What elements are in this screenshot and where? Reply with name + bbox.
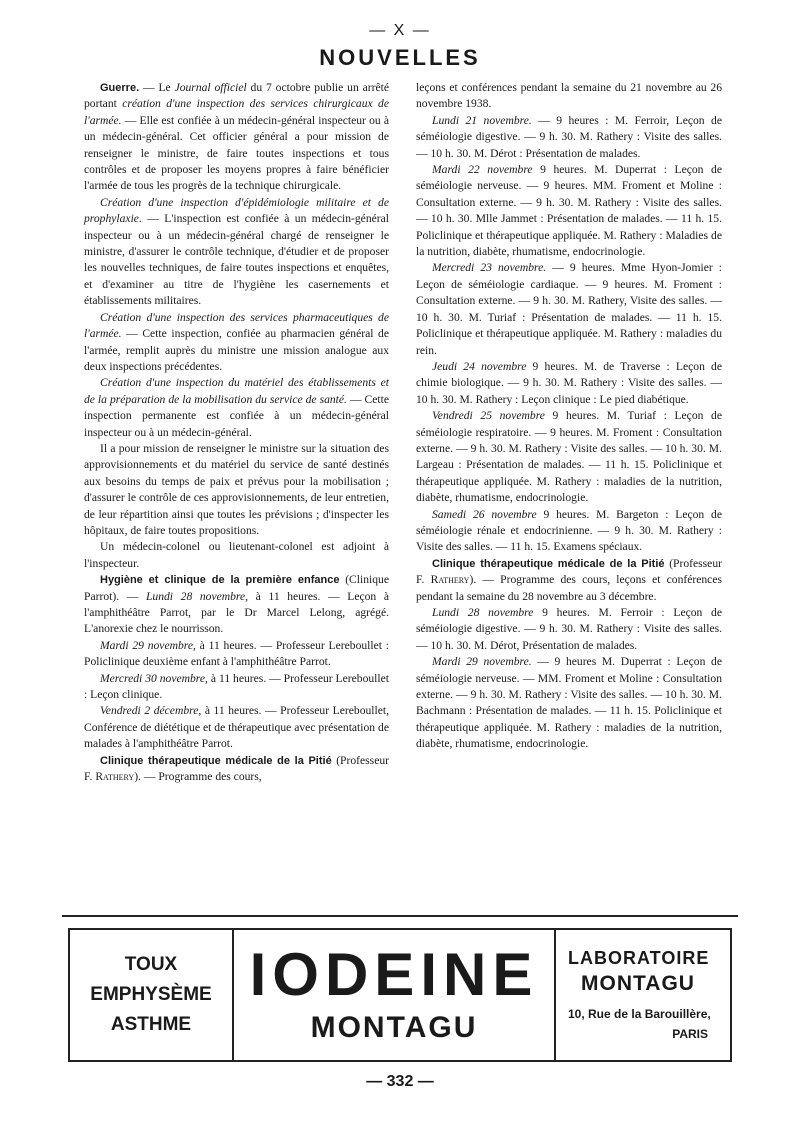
paragraph-jeudi-24: Jeudi 24 novembre 9 heures. M. de Traverse : Leçon de chimie biologique. — 9 h. 30. M. Rathery : Visite des salles. — 10 h. 30. M. Rathery : Leçon clinique : Le pied diabétique. bbox=[416, 359, 723, 406]
paragraph-adjoint: Un médecin-colonel ou lieutenant-colonel est adjoint à l'inspecteur. bbox=[84, 540, 389, 570]
ad-indications bbox=[70, 930, 234, 1060]
paragraph-continuation: leçons et conférences pendant la semaine du 21 novembre au 26 novembre 1938. bbox=[416, 81, 722, 111]
paragraph-premiere-enfance: Hygiène et clinique de la première enfance (Clinique Parrot). — Lundi 28 novembre, à 11 heures. — Leçon à l'amphithéâtre Parrot, par le Dr Marcel Lelong, agrégé. L'anorexie chez le nourrisson. bbox=[84, 573, 389, 636]
paragraph-mardi-29-right: Mardi 29 novembre. — 9 heures M. Duperrat : Leçon de séméiologie nerveuse. — MM. Froment et Moline : Consultation externe. — 9 h. 30. M. Rathery : Visite des salles. — 10 h. 30. M. Bachmann : Présentation de malades. — 11 h. 15. Policlinique et thérapeutique appliquée. M. Rathery : maladies de la nutrition, diabète, rhumatisme, endocrinologie. bbox=[416, 655, 722, 751]
section-title: NOUVELLES bbox=[319, 45, 481, 70]
paragraph-vendredi-2: Vendredi 2 décembre, à 11 heures. — Professeur Lereboullet, Conférence de diététique et de thérapeutique avec présentation de malades à l'amphithéâtre Parrot. bbox=[84, 704, 389, 751]
paragraph-lundi-28: Lundi 28 novembre 9 heures. M. Ferroir : Leçon de séméiologie digestive. — 9 h. 30. M. Rathery : Visite des salles. — 10 h. 30. M. Dérot, Présentation de malades. bbox=[416, 606, 723, 652]
ad-indication-asthme: ASTHME bbox=[110, 1014, 192, 1035]
roman-page-number: — X — bbox=[369, 22, 431, 39]
paragraph-epidemiologie: Création d'une inspection d'épidémiologie militaire et de prophylaxie. — L'inspection est confiée à un médecin-général inspecteur ou à un médecin-général chargé de renseigner le ministre, d'assurer le contrôle technique, d'étudier et de proposer les nouvelles techniques, de faire toutes inspections et enquêtes, et d'examiner au titre de l'hygiène les casernements et établissements militaires. bbox=[84, 195, 389, 308]
ad-indication-emphyseme: EMPHYSÈME bbox=[90, 984, 212, 1005]
ad-indication-toux: TOUX bbox=[124, 954, 178, 975]
paragraph-vendredi-25: Vendredi 25 novembre 9 heures. M. Turiaf : Leçon de séméiologie respiratoire. — 9 heures. M. Froment : Consultation externe. — 9 h. 30. M. Rathery : Visite des salles. — 10 h. 30. M. Largeau : Présentation de malades. — 11 h. 15. Policlinique et thérapeutique appliquée. M. Rathery : maladies de la nutrition, diabète, rhumatisme, endocrinologie. bbox=[416, 409, 722, 505]
paragraph-mission: Il a pour mission de renseigner le ministre sur la situation des approvisionnements et du matériel du service de santé destinés aux besoins du temps de paix et prévus pour la mobilisation ; d'assurer le contrôle de ces approvisionnements, de leur entretien, de leur répartition ainsi que toutes les prévisions ; d'inspecter les hôpitaux, de faire toutes propositions. bbox=[84, 441, 389, 537]
ad-city: PARIS bbox=[672, 1027, 708, 1041]
paragraph-pitie-intro: Clinique thérapeutique médicale de la Pitié (Professeur F. Rathery). — Programme des cours, bbox=[84, 753, 389, 784]
ad-laboratory-panel bbox=[556, 930, 730, 1060]
paragraph-mardi-22: Mardi 22 novembre 9 heures. M. Duperrat : Leçon de séméiologie nerveuse. — 9 heures. MM. Froment et Moline : Consultation externe. — 9 h. 30. M. Rathery : Visite des salles. — 10 h. 30. Mlle Jammet : Présentation de malades. — 11 h. 15. Policlinique et thérapeutique appliquée. M. Rathery : Maladies de la nutrition, diabète, rhumatisme, endocrinologie. bbox=[416, 163, 722, 259]
ad-maker-name: MONTAGU bbox=[310, 1011, 478, 1044]
left-column bbox=[84, 80, 389, 785]
paragraph-pitie-programme: Clinique thérapeutique médicale de la Pitié (Professeur F. Rathery). — Programme des cours, leçons et conférences pendant la semaine du 28 novembre au 3 décembre. bbox=[416, 556, 722, 603]
paragraph-samedi-26: Samedi 26 novembre 9 heures. M. Bargeton : Leçon de séméiologie rénale et endocrinienne. — 9 h. 30. M. Rathery : Visite des salles. — 11 h. 15. Examens spéciaux. bbox=[416, 507, 722, 554]
paragraph-mercredi-23: Mercredi 23 novembre. — 9 heures. Mme Hyon-Jomier : Leçon de séméiologie cardiaque. — 9 heures. M. Froment : Consultation externe. — 9 h. 30. M. Rathery, Visite des salles. — 10 h. 30. M. Turiaf : Présentation de malades. — 11 h. 15. Policlinique et thérapeutique appliquée. M. Rathery : maladies du rein. bbox=[416, 261, 722, 357]
ad-laboratory-label: LABORATOIRE bbox=[568, 948, 710, 968]
paragraph-guerre: Guerre. — Le Journal officiel du 7 octobre publie un arrêté portant création d'une inspection des services chirurgicaux de l'armée. — Elle est confiée à un médecin-général inspecteur ou à un médecin-général. Cet officier général a pour mission de renseigner le ministre, de faire toutes inspections et tous contrôles et de proposer les moyens propres à faire bénéficier l'armée de tous les progrès de la technique chirurgicale. bbox=[84, 81, 389, 193]
paragraph-mardi-29: Mardi 29 novembre, à 11 heures. — Professeur Lereboullet : Policlinique deuxième enfant à l'amphithéâtre Parrot. bbox=[84, 638, 389, 669]
paragraph-materiel: Création d'une inspection du matériel des établissements et de la préparation de la mobilisation du service de santé. — Cette inspection permanente est confiée à un médecin-général inspecteur ou à un médecin-général. bbox=[84, 376, 389, 439]
ad-address: 10, Rue de la Barouillère, bbox=[568, 1007, 711, 1021]
paragraph-pharmaceutiques: Création d'une inspection des services pharmaceutiques de l'armée. — Cette inspection, confiée au pharmacien général de l'armée, remplit auprès du ministre une mission analogue aux deux inspections précédentes. bbox=[84, 310, 389, 373]
paragraph-mercredi-30: Mercredi 30 novembre, à 11 heures. — Professeur Lereboullet : Leçon clinique. bbox=[84, 671, 389, 702]
ad-brand-panel bbox=[234, 930, 556, 1060]
paragraph-lundi-21: Lundi 21 novembre. — 9 heures : M. Ferroir, Leçon de séméiologie digestive. — 9 h. 30. M. Rathery : Visite des salles. — 10 h. 30. M. Dérot : Présentation de malades. bbox=[416, 113, 722, 160]
advertisement bbox=[68, 928, 732, 1062]
separator-rule bbox=[62, 915, 738, 917]
ad-laboratory-name: MONTAGU bbox=[581, 972, 695, 995]
ad-brand-name: IODEINE bbox=[249, 941, 539, 1008]
right-column bbox=[416, 80, 722, 753]
page-number: — 332 — bbox=[366, 1073, 434, 1090]
